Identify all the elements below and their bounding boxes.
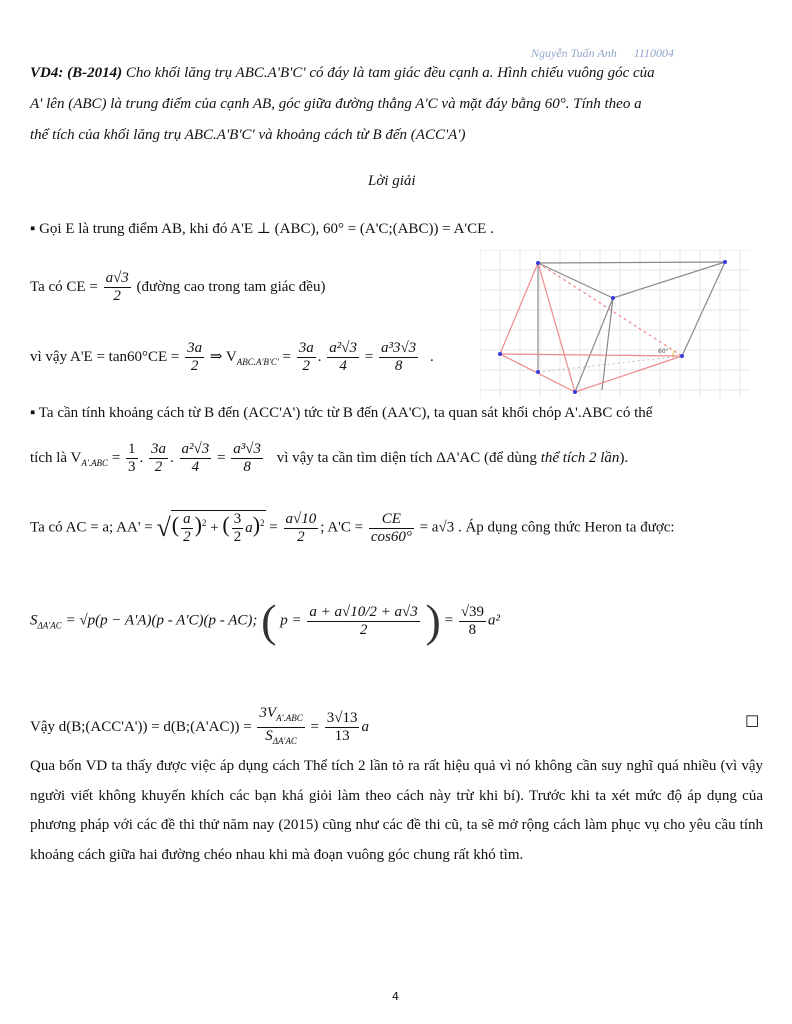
figure-grid bbox=[480, 250, 750, 398]
edge-right bbox=[682, 262, 725, 356]
edge-top bbox=[538, 262, 725, 263]
problem-line-2: A' lên (ABC) là trung điểm của cạnh AB, góc giữa đường thẳng A'C và mặt đáy bằng 60°. Tính theo a bbox=[30, 96, 642, 112]
step-3: vì vậy A'E = tan60°CE = $\frac{3a}{2}$ ⇒ $V_{ABC.A'B'C'}$ = $\frac{3a}{2}$ . $\frac{\text{a²√3}}{4}$ = $\frac{\text{a³3√3}}{8}$ . bbox=[30, 340, 434, 374]
left-paren: ( bbox=[261, 595, 277, 646]
problem-line-1 bbox=[30, 65, 655, 82]
step-7: $S_{\Delta A'AC} = √p(p - A'A)(p - A'C)(p - AC)$; ( p = $\frac{a + a√10/2 + a√3}{2}$ ) = $\frac{√39}{8}$ a² bbox=[30, 595, 501, 646]
point-c bbox=[680, 354, 684, 358]
step-6: Ta có AC = a; AA' = √( $\frac{a}{2}$ )$^2$ + ( $\frac{3}{2}$ a)$^2$ = $\frac{a√10}{2}$ ; A'C = $\frac{CE}{\cos 60^\circ}$ = a√3 . Áp dụng công thức Heron ta được: bbox=[30, 510, 675, 545]
red-edge-4 bbox=[500, 354, 682, 356]
problem-line-3: thể tích của khối lăng trụ ABC.A'B'C' và khoảng cách từ B đến (ACC'A') bbox=[30, 127, 466, 143]
point-e bbox=[536, 370, 540, 374]
step-5: tích là $V_{A'.ABC}$ = $\frac{1}{3}$ . $\frac{3a}{2}$ . $\frac{\text{a²√3}}{4}$ = $\frac{\text{a³√3}}{8}$ vì vậy ta cần tìm diện tích ΔA'AC (để dùng thể tích 2 lần). bbox=[30, 441, 629, 475]
step-4: ▪ Ta cần tính khoảng cách từ B đến (ACC'A') tức từ B đến (AA'C), ta quan sát khối chóp A'.ABC có thể bbox=[30, 405, 653, 421]
page-header bbox=[531, 46, 674, 61]
step-2 bbox=[30, 270, 325, 305]
qed-box: ☐ bbox=[745, 714, 760, 731]
step-8: Vậy d(B;(ACC'A')) = d(B;(A'AC)) = $\frac{3V_{A'.ABC}}{S_{\Delta A'AC}}$ = $\frac{3√13}{13}$ a bbox=[30, 705, 369, 750]
prism-figure bbox=[480, 250, 750, 398]
step-3-prefix: vì vậy A'E = tan60°CE = bbox=[30, 348, 180, 365]
header-author: Nguyễn Tuấn Anh bbox=[531, 46, 617, 60]
problem-text-1: Cho khối lăng trụ ABC.A'B'C' có đáy là tam giác đều cạnh a. Hình chiếu vuông góc của bbox=[122, 65, 655, 81]
point-c-prime bbox=[723, 260, 727, 264]
step-2-prefix: Ta có CE = bbox=[30, 278, 98, 295]
step-2-suffix: (đường cao trong tam giác đều) bbox=[136, 278, 326, 295]
edge-top-back bbox=[538, 263, 613, 298]
solution-title: Lời giải bbox=[368, 173, 416, 189]
point-b bbox=[573, 390, 577, 394]
right-paren: ) bbox=[425, 595, 441, 646]
red-edge-1 bbox=[500, 263, 538, 354]
header-code: 1110004 bbox=[633, 46, 674, 60]
red-edge-3 bbox=[538, 263, 575, 392]
problem-label: VD4: (B-2014) bbox=[30, 65, 123, 81]
conclusion-paragraph: Qua bốn VD ta thấy được việc áp dụng cách Thể tích 2 lần tỏ ra rất hiệu quả vì nó không cần suy nghĩ quá nhiều (vì vậy người viết không khuyến khích các bạn khá giỏi làm theo cách này trừ khi bí). Trước khi ta xét mức độ áp dụng của phương pháp với các đề thi thử năm nay (2015) cũng như các đề thi cũ, ta sẽ mở rộng cách làm phục vụ cho yêu cầu tính khoảng cách giữa hai đường chéo nhau khi mà đoạn vuông góc chung rất khó tìm. bbox=[30, 758, 763, 863]
point-b-prime bbox=[611, 296, 615, 300]
page-number: 4 bbox=[392, 990, 399, 1003]
point-a-prime bbox=[536, 261, 540, 265]
edge-top-diag bbox=[613, 262, 725, 298]
angle-arc bbox=[672, 351, 674, 356]
angle-label: 60° bbox=[658, 348, 669, 355]
step-1: ▪ Gọi E là trung điểm AB, khi đó A'E ⊥ (ABC), 60° = (A'C;(ABC)) = A'CE . bbox=[30, 221, 494, 237]
red-edge-5 bbox=[575, 356, 682, 392]
point-a bbox=[498, 352, 502, 356]
ce-fraction: $\frac{a√3}{2}$ bbox=[105, 270, 129, 304]
